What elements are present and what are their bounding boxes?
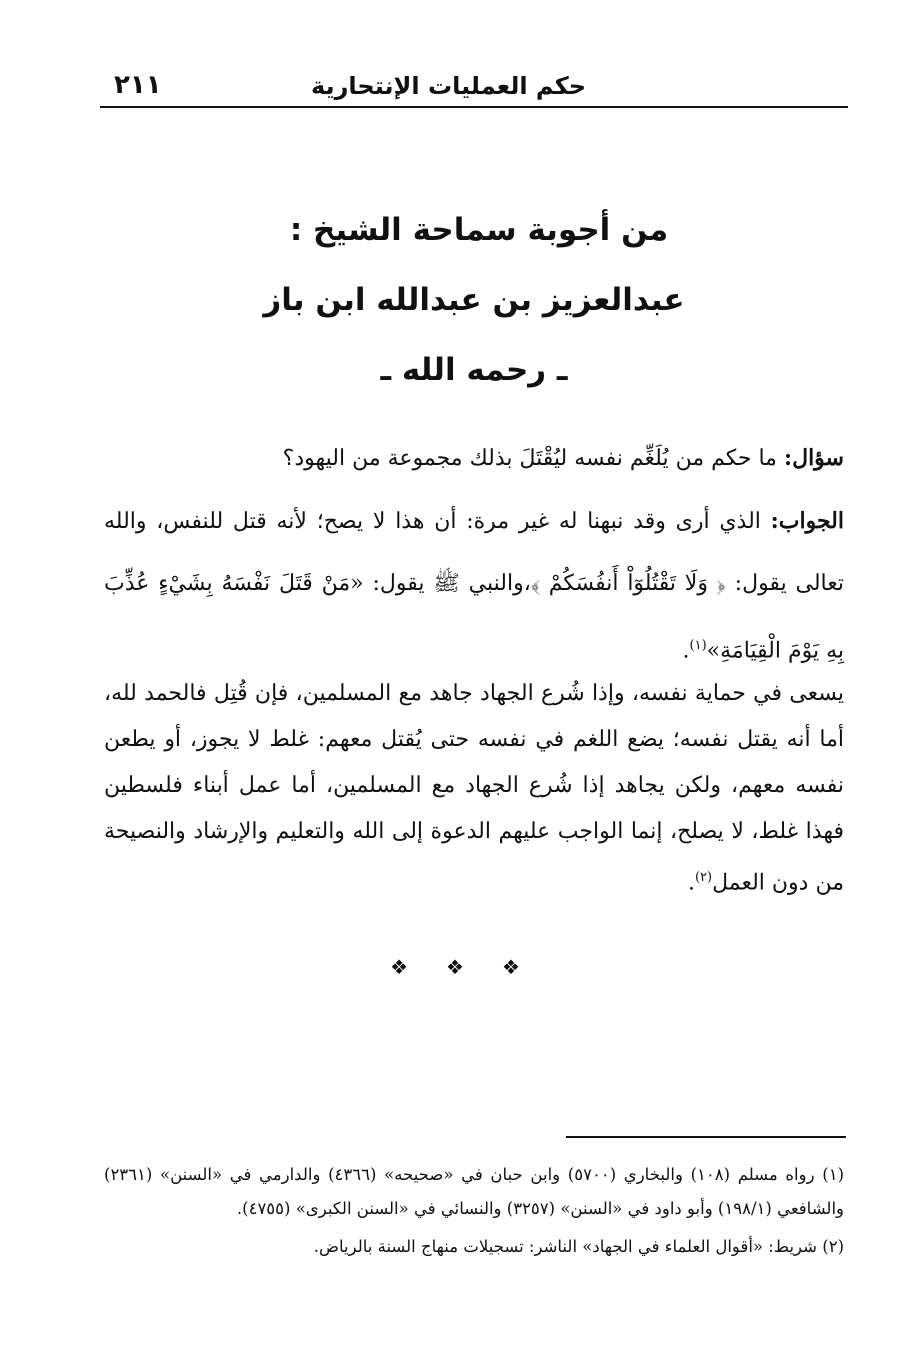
commentary-text: يسعى في حماية نفسه، وإذا شُرع الجهاد جاهد مع المسلمين، فإن قُتِل فالحمد لله، أما أنه يقتل نفسه؛ يضع اللغم في نفسه حتى يُقتل معهم: غلط لا يجوز، أو يطعن نفسه معهم، ولكن يجاهد إذا شُرع الجهاد مع المسلمين، أما عمل أبناء فلسطين فهذا غلط، لا يصلح، إنما الواجب عليهم الدعوة إلى الله والتعليم والإرشاد والنصيحة من دون العمل <box>104 681 844 896</box>
section-heading-line-1: من أجوبة سماحة الشيخ : <box>289 212 669 248</box>
footnote-ref-1[interactable]: (١) <box>689 638 707 653</box>
answer-text-prophet: ،والنبي ﷺ يقول: <box>372 571 531 596</box>
section-heading-line-2: عبدالعزيز بن عبدالله ابن باز <box>263 282 685 318</box>
section-divider-ornament: ❖❖❖ <box>390 955 558 979</box>
footnote-number: (١) <box>822 1165 844 1184</box>
question-label: سؤال: <box>783 445 844 471</box>
footnote-ref-2[interactable]: (٢) <box>694 870 713 885</box>
section-heading-line-3: ـ رحمه الله ـ <box>380 352 568 388</box>
page-number: ٢١١ <box>114 70 162 100</box>
footnote-1 <box>104 1158 844 1226</box>
question-paragraph <box>104 438 844 479</box>
footnote-separator <box>566 1136 846 1138</box>
answer-end-period: . <box>682 638 690 664</box>
commentary-end-period: . <box>687 870 695 896</box>
commentary-paragraph <box>104 671 844 906</box>
answer-label: الجواب: <box>770 508 844 534</box>
quran-verse: ﴿ وَلَا تَقْتُلُوٓاْ أَنفُسَكُمْ ﴾ <box>530 571 726 596</box>
footnote-text: شريط: «أقوال العلماء في الجهاد» الناشر: تسجيلات منهاج السنة بالرياض. <box>313 1237 817 1256</box>
hadith-quote: «مَنْ قَتَلَ نَفْسَهُ بِشَيْءٍ عُذِّبَ بِهِ يَوْمَ الْقِيَامَةِ» <box>104 571 844 664</box>
footnote-number: (٢) <box>822 1237 844 1256</box>
question-text: ما حكم من يُلَغِّم نفسه ليُقْتَلَ بذلك مجموعة من اليهود؟ <box>282 446 777 471</box>
footnote-2 <box>104 1230 844 1264</box>
footnotes <box>104 1158 844 1268</box>
page-header <box>100 62 848 108</box>
answer-paragraph <box>104 490 844 682</box>
running-title: حكم العمليات الإنتحارية <box>311 72 586 100</box>
footnote-text: رواه مسلم (١٠٨) والبخاري (٥٧٠٠) وابن حبان في «صحيحه» (٤٣٦٦) والدارمي في «السنن» (٢٣٦١) والشافعي (١٩٨/١) وأبو داود في «السنن» (٣٢٥٧) والنسائي في «السنن الكبرى» (٤٧٥٥). <box>104 1165 844 1218</box>
answer-text-intro: الذي أرى وقد نبهنا له غير مرة: أن هذا لا يصح؛ لأنه قتل للنفس، والله تعالى يقول: <box>104 509 844 596</box>
